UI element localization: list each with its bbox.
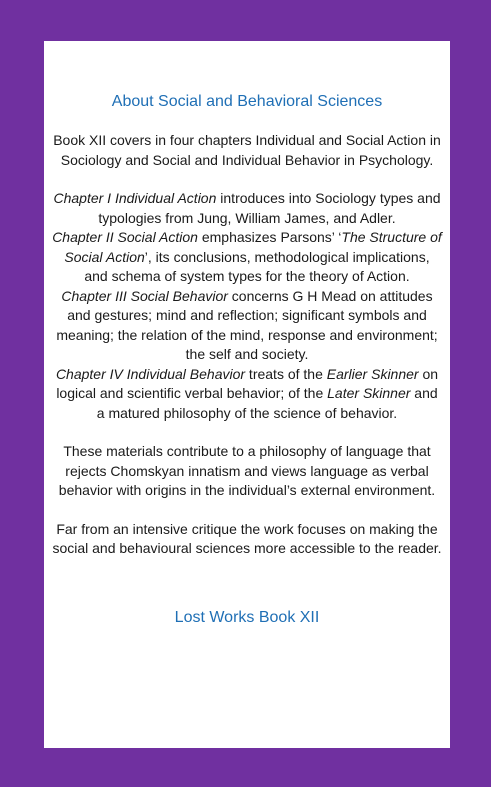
chapter-4-summary <box>52 365 442 424</box>
chapter-3-name: Chapter III Social Behavior <box>61 287 228 304</box>
chapters-section <box>52 189 442 423</box>
chapter-2-summary <box>52 228 442 287</box>
materials-paragraph: These materials contribute to a philosophy of language that rejects Chomskyan innatism and views language as verbal behavior with origins in the individual’s external environment. <box>58 443 436 498</box>
critique-paragraph: Far from an intensive critique the work focuses on making the social and behavioural sciences more accessible to the reader. <box>52 520 442 556</box>
chapter-4-text-a: treats of the <box>245 365 327 382</box>
chapter-4-text-c: and a matured philosophy of the science of behavior. <box>96 385 438 421</box>
chapter-2-name: Chapter II Social Action <box>52 229 198 245</box>
chapter-3-text: concerns G H Mead on attitudes and gestures; mind and reflection; significant symbols and meaning; the relation of the mind, response and environment; the self and society. <box>56 287 438 362</box>
chapter-3-summary <box>52 287 442 365</box>
chapter-4-term-later: Later Skinner <box>327 385 411 401</box>
page-title: About Social and Behavioral Sciences <box>111 93 383 110</box>
chapter-1-name: Chapter I Individual Action <box>53 190 217 206</box>
chapter-2-text-b: ’, its conclusions, methodological implications, and schema of system types for the theory of Action. <box>84 248 430 284</box>
chapter-4-name: Chapter IV Individual Behavior <box>55 365 246 382</box>
chapter-4-term-earlier: Earlier Skinner <box>326 365 419 382</box>
book-footer: Lost Works Book XII <box>174 608 320 626</box>
chapter-1-text: introduces into Sociology types and typologies from Jung, William James, and Adler. <box>98 190 441 226</box>
chapter-4-text-b: on logical and scientific verbal behavior; of the <box>56 365 439 401</box>
description-card <box>44 41 450 748</box>
chapter-2-work-title: The Structure of Social Action <box>64 229 442 265</box>
intro-paragraph: Book XII covers in four chapters Individual and Social Action in Sociology and Social and Individual Behavior in Psychology. <box>53 132 441 168</box>
chapter-2-text-a: emphasizes Parsons’ ‘ <box>197 229 342 245</box>
chapter-1-summary <box>52 189 442 228</box>
